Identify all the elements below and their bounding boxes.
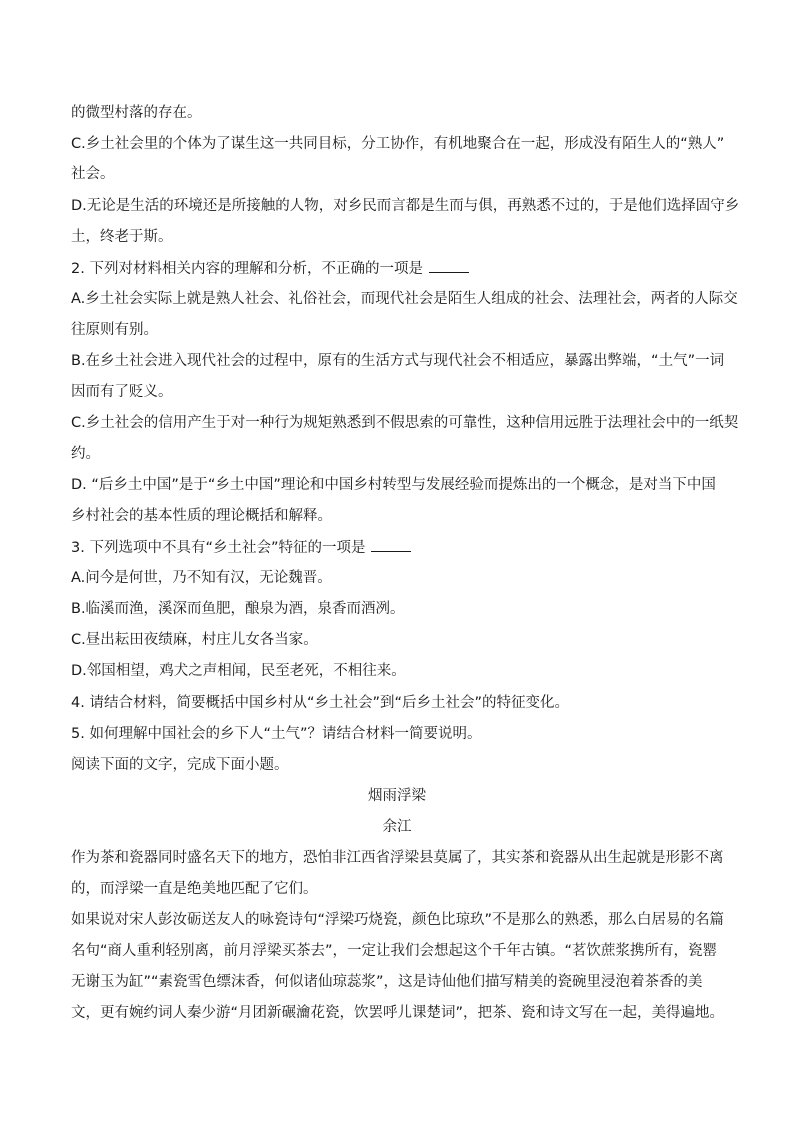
text-line: C.乡土社会的信用产生于对一种行为规矩熟悉到不假思索的可靠性，这种信用远胜于法理社会中的一纸契 [71, 415, 739, 431]
article-author: 余江 [382, 819, 412, 835]
text-line: D.无论是生活的环境还是所接触的人物，对乡民而言都是生而与俱，再熟悉不过的，于是他们选择固守乡 [71, 198, 740, 214]
answer-blank [429, 258, 469, 273]
text-line: B.临溪而渔，溪深而鱼肥，酿泉为酒，泉香而酒冽。 [71, 601, 405, 617]
text-line: B.在乡土社会进入现代社会的过程中，原有的生活方式与现代社会不相适应，暴露出弊端，“土气”一词 [71, 353, 725, 369]
text-line: 名句“商人重利轻别离，前月浮梁买茶去”，一定让我们会想起这个千年古镇。“茗饮蔗浆携所有，瓷罂 [71, 943, 718, 959]
text-line: 乡村社会的基本性质的理论概括和解释。 [71, 508, 332, 524]
text-line: A.乡土社会实际上就是熟人社会、礼俗社会，而现代社会是陌生人组成的社会、法理社会，两者的人际交 [71, 291, 738, 307]
text-line: 阅读下面的文字，完成下面小题。 [71, 757, 289, 773]
text-line: 4. 请结合材料，简要概括中国乡村从“乡土社会”到“后乡土社会”的特征变化。 [71, 695, 569, 711]
text-line: 5. 如何理解中国社会的乡下人“土气”？请结合材料一简要说明。 [71, 726, 482, 742]
text-line: 如果说对宋人彭汝砺送友人的咏瓷诗句“浮梁巧烧瓷，颜色比琼玖”不是那么的熟悉，那么白居易的名篇 [71, 912, 725, 928]
text-line: 约。 [71, 446, 100, 462]
text-line: 因而有了贬义。 [71, 384, 173, 400]
answer-blank [371, 537, 411, 552]
text-line: 土，终老于斯。 [71, 229, 173, 245]
text-line: 社会。 [71, 166, 115, 182]
text-line: 的，而浮梁一直是绝美地匹配了它们。 [71, 881, 318, 897]
question-3-text: 3. 下列选项中不具有“乡土社会”特征的一项是 [71, 540, 366, 556]
text-line: 的微型村落的存在。 [71, 105, 202, 121]
text-line: D. “后乡土中国”是于“乡土中国”理论和中国乡村转型与发展经验而提炼出的一个概念，是对当下中国 [71, 477, 716, 493]
text-line: 往原则有别。 [71, 322, 158, 338]
text-line: D.邻国相望，鸡犬之声相闻，民至老死，不相往来。 [71, 663, 406, 679]
question-2 [71, 258, 469, 279]
text-line: A.问今是何世，乃不知有汉，无论魏晋。 [71, 570, 332, 586]
question-3 [71, 537, 411, 558]
article-title: 烟雨浮梁 [368, 788, 426, 804]
text-line: 文，更有婉约词人秦少游“月团新碾瀹花瓷，饮罢呼儿课楚词”，把茶、瓷和诗文写在一起，美得遍地。 [71, 1005, 725, 1021]
text-line: C.乡土社会里的个体为了谋生这一共同目标，分工协作，有机地聚合在一起，形成没有陌生人的“熟人” [71, 136, 725, 152]
text-line: C.昼出耘田夜绩麻，村庄儿女各当家。 [71, 632, 318, 648]
question-2-text: 2. 下列对材料相关内容的理解和分析，不正确的一项是 [71, 261, 423, 277]
text-line: 无谢玉为缸”“素瓷雪色缥沫香，何似诸仙琼蕊浆”，这是诗仙他们描写精美的瓷碗里浸泡着茶香的美 [71, 974, 703, 990]
text-line: 作为茶和瓷器同时盛名天下的地方，恐怕非江西省浮梁县莫属了，其实茶和瓷器从出生起就是形影不离 [71, 850, 724, 866]
